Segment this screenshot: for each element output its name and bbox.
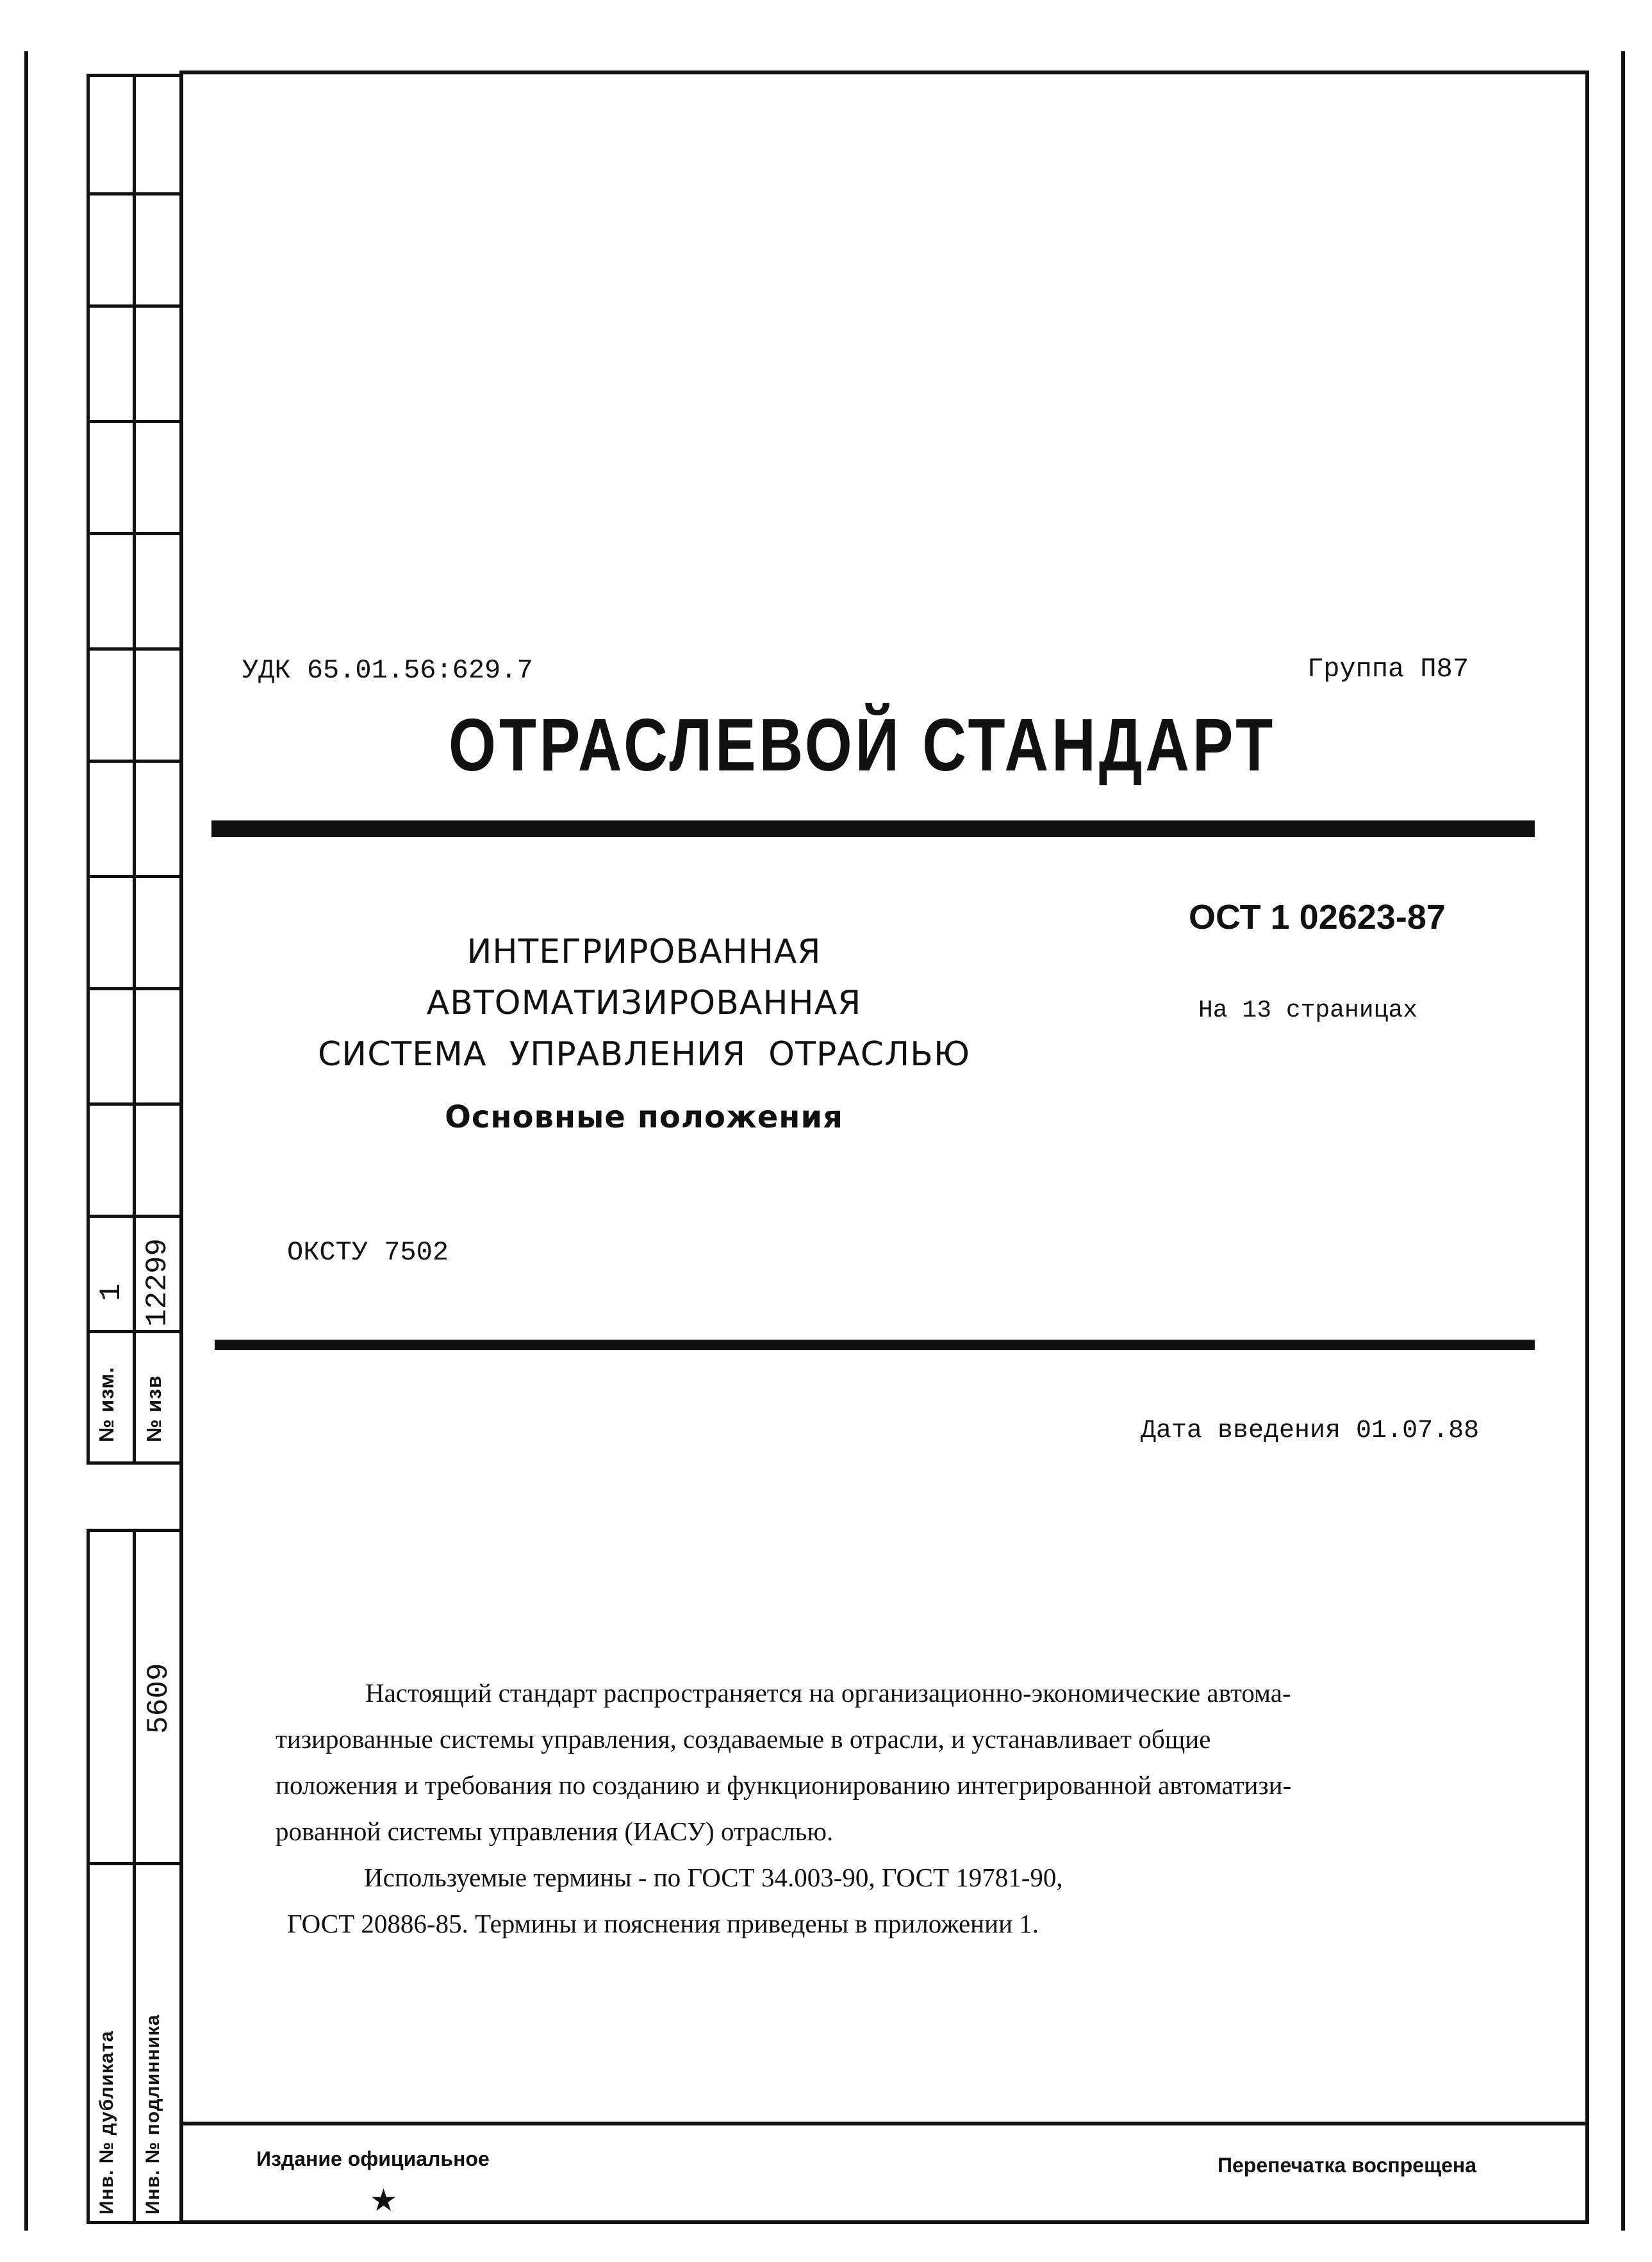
side-stamp-row	[87, 875, 183, 878]
page-count: На 13 страницах	[1198, 997, 1418, 1024]
subject-line-1: ИНТЕГРИРОВАННАЯ	[467, 933, 822, 971]
body-line: ГОСТ 20886-85. Термины и пояснения приведены в приложении 1.	[287, 1909, 1039, 1938]
official-edition-label: Издание официальное	[256, 2147, 490, 2170]
subject-line-3: СИСТЕМА УПРАВЛЕНИЯ ОТРАСЛЬЮ	[317, 1035, 970, 1074]
notice-number-value: 12299	[141, 1238, 174, 1327]
body-paragraph-1	[276, 1670, 1493, 1854]
body-paragraph-2	[287, 1854, 1505, 1947]
okstu-rule	[215, 1340, 1535, 1350]
side-stamp-row	[87, 987, 183, 990]
inv-duplicate-label: Инв. № дубликата	[96, 2030, 117, 2215]
title-rule	[211, 820, 1535, 837]
notice-number-label: № изв	[142, 1375, 165, 1442]
body-line: тизированные системы управления, создаваемые в отрасли, и устанавливает общие	[276, 1724, 1211, 1754]
group-code: Группа П87	[1307, 654, 1469, 685]
side-stamp-row	[87, 1215, 183, 1218]
side-stamp-row	[87, 1330, 183, 1333]
reprint-prohibited-label: Перепечатка воспрещена	[1218, 2154, 1476, 2177]
side-stamp-row	[87, 532, 183, 535]
standard-code: ОСТ 1 02623-87	[1189, 898, 1446, 936]
inv-original-label: Инв. № подлинника	[142, 2014, 163, 2215]
body-line: Настоящий стандарт распространяется на организационно-экономические автома-	[365, 1678, 1291, 1708]
subject-subtitle: Основные положения	[445, 1099, 843, 1135]
side-stamp-lower-divider	[133, 1529, 136, 2224]
change-number-label: № изм.	[95, 1367, 118, 1442]
okstu-code: ОКСТУ 7502	[287, 1237, 449, 1268]
effective-date: Дата введения 01.07.88	[1141, 1417, 1480, 1445]
change-number-value: 1	[95, 1283, 128, 1301]
side-stamp-row	[87, 304, 183, 308]
subject-line-2: АВТОМАТИЗИРОВАННАЯ	[426, 984, 862, 1022]
side-stamp-lower-row	[87, 1862, 183, 1865]
side-stamp-row	[87, 420, 183, 423]
binding-line-left	[24, 51, 28, 2231]
side-stamp-row	[87, 647, 183, 651]
document-title: ОТРАСЛЕВОЙ СТАНДАРТ	[449, 703, 1276, 786]
side-stamp-row	[87, 760, 183, 763]
body-line: рованной системы управления (ИАСУ) отраслью.	[276, 1817, 834, 1846]
udk-code: УДК 65.01.56:629.7	[242, 655, 533, 686]
side-stamp-row	[87, 1102, 183, 1106]
side-stamp-divider	[133, 74, 136, 1465]
body-line: Используемые термины - по ГОСТ 34.003-90, ГОСТ 19781-90,	[364, 1863, 1063, 1892]
side-stamp-row	[87, 192, 183, 195]
footer-divider	[179, 2122, 1589, 2125]
star-icon: ★	[370, 2183, 398, 2218]
body-line: положения и требования по созданию и функционированию интегрированной автоматизи-	[276, 1770, 1292, 1800]
binding-line-right	[1621, 51, 1625, 2231]
inv-original-value: 5609	[142, 1663, 176, 1734]
